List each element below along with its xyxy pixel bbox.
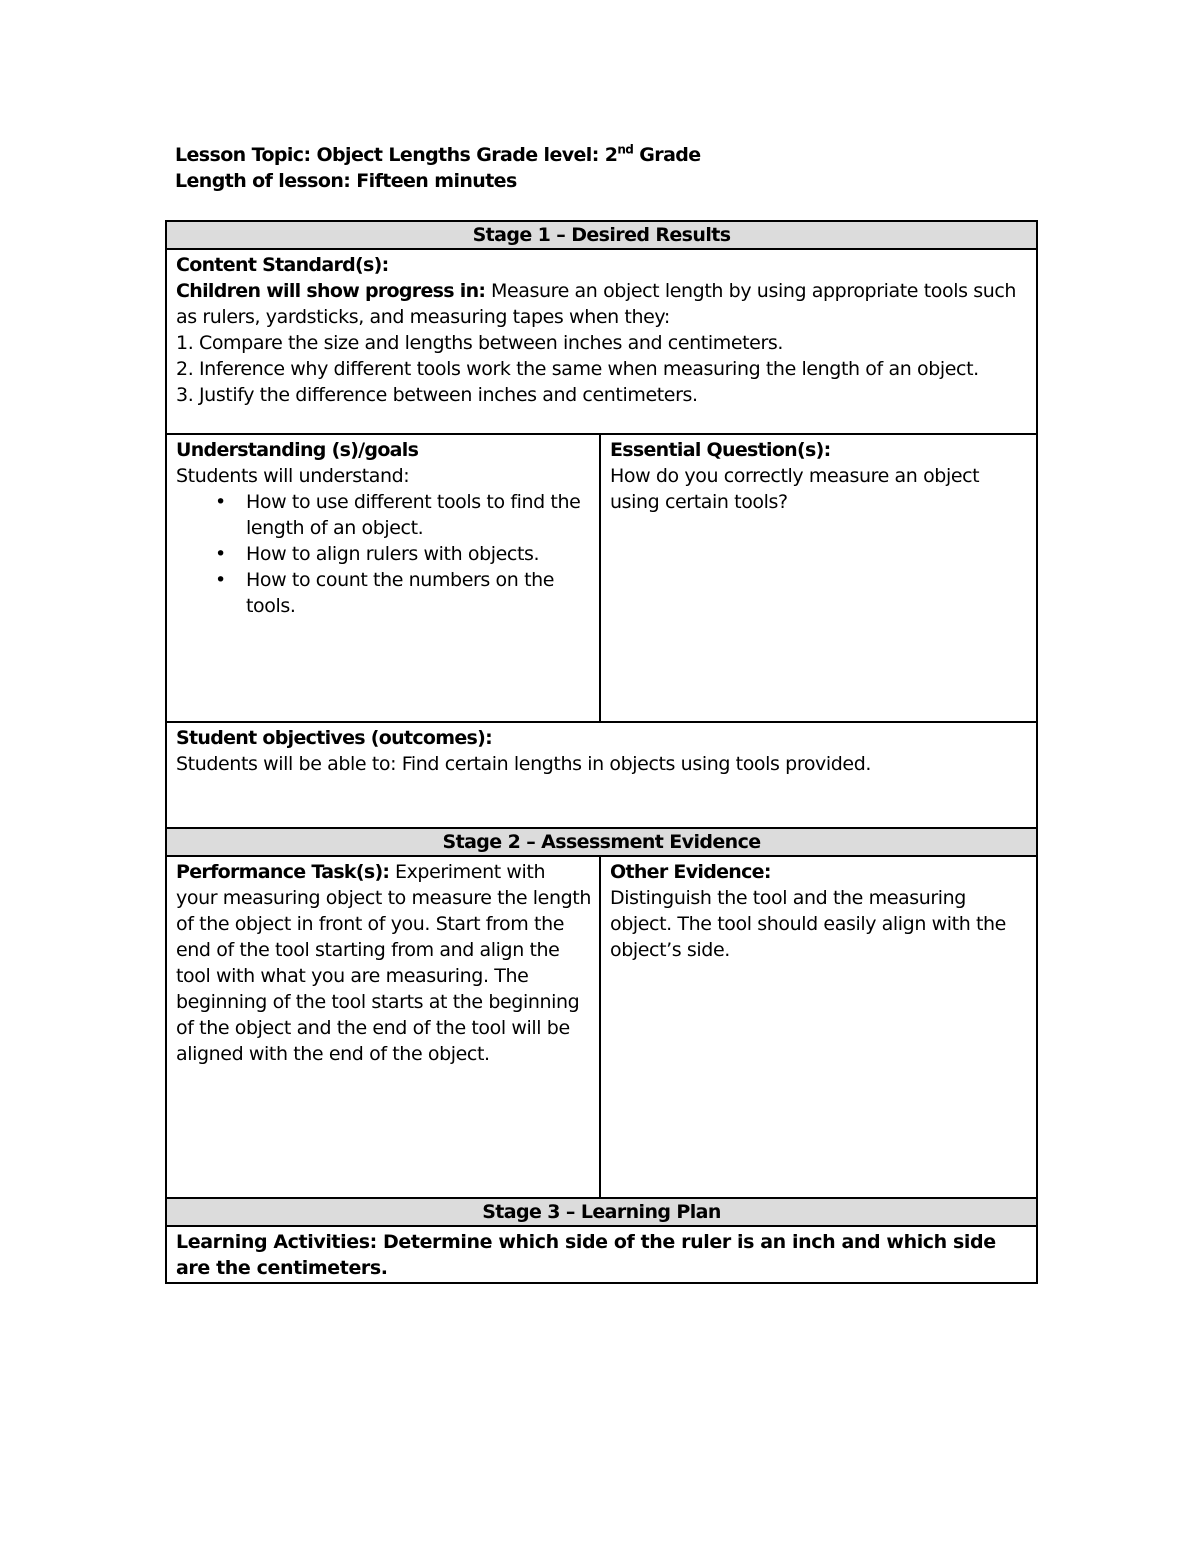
standard-item: 1. Compare the size and lengths between inches and centimeters. <box>176 332 783 354</box>
performance-task-cell <box>166 856 600 1198</box>
list-item: • How to count the numbers on the tools. <box>246 567 591 619</box>
lesson-length-line: Length of lesson: Fifteen minutes <box>175 170 517 192</box>
stage1-header: Stage 1 – Desired Results <box>166 221 1037 249</box>
lesson-plan-table <box>165 220 1038 1284</box>
content-standard-heading: Content Standard(s): <box>176 254 389 276</box>
performance-task-body: Performance Task(s): Experiment with your measuring object to measure the length of the object in front of you. Start from the end of the tool starting from and align the tool with what you are measuring. The beginning of the tool starts at the beginning of the object and the end of the tool will be aligned with the end of the object. <box>176 861 591 1065</box>
learning-activities-cell: Learning Activities: Determine which side of the ruler is an inch and which side are the centimeters. <box>166 1226 1037 1283</box>
list-item: • How to use different tools to find the length of an object. <box>246 489 591 541</box>
understanding-cell <box>166 434 600 722</box>
stage3-header: Stage 3 – Learning Plan <box>166 1198 1037 1226</box>
lesson-header <box>175 142 701 194</box>
understanding-list <box>176 489 591 619</box>
other-evidence-cell <box>600 856 1037 1198</box>
list-item: • How to align rulers with objects. <box>246 541 591 567</box>
understanding-heading: Understanding (s)/goals <box>176 439 419 461</box>
student-objectives-cell <box>166 722 1037 828</box>
standard-item: 2. Inference why different tools work the same when measuring the length of an object. <box>176 358 979 380</box>
lesson-topic-line: Lesson Topic: Object Lengths Grade level: 2nd Grade <box>175 142 701 166</box>
other-evidence-text: Distinguish the tool and the measuring object. The tool should easily align with the object’s side. <box>610 887 1006 961</box>
student-objectives-heading: Student objectives (outcomes): <box>176 727 493 749</box>
stage2-header: Stage 2 – Assessment Evidence <box>166 828 1037 856</box>
essential-question-text: How do you correctly measure an object using certain tools? <box>610 465 980 513</box>
essential-question-cell <box>600 434 1037 722</box>
understanding-intro: Students will understand: <box>176 465 410 487</box>
standard-item: 3. Justify the difference between inches and centimeters. <box>176 384 698 406</box>
content-standard-cell <box>166 249 1037 434</box>
content-standard-body: Children will show progress in: Measure an object length by using appropriate tools such as rulers, yardsticks, and measuring tapes when they: <box>176 280 1017 328</box>
essential-question-heading: Essential Question(s): <box>610 439 831 461</box>
other-evidence-heading: Other Evidence: <box>610 861 771 883</box>
student-objectives-text: Students will be able to: Find certain lengths in objects using tools provided. <box>176 753 872 775</box>
